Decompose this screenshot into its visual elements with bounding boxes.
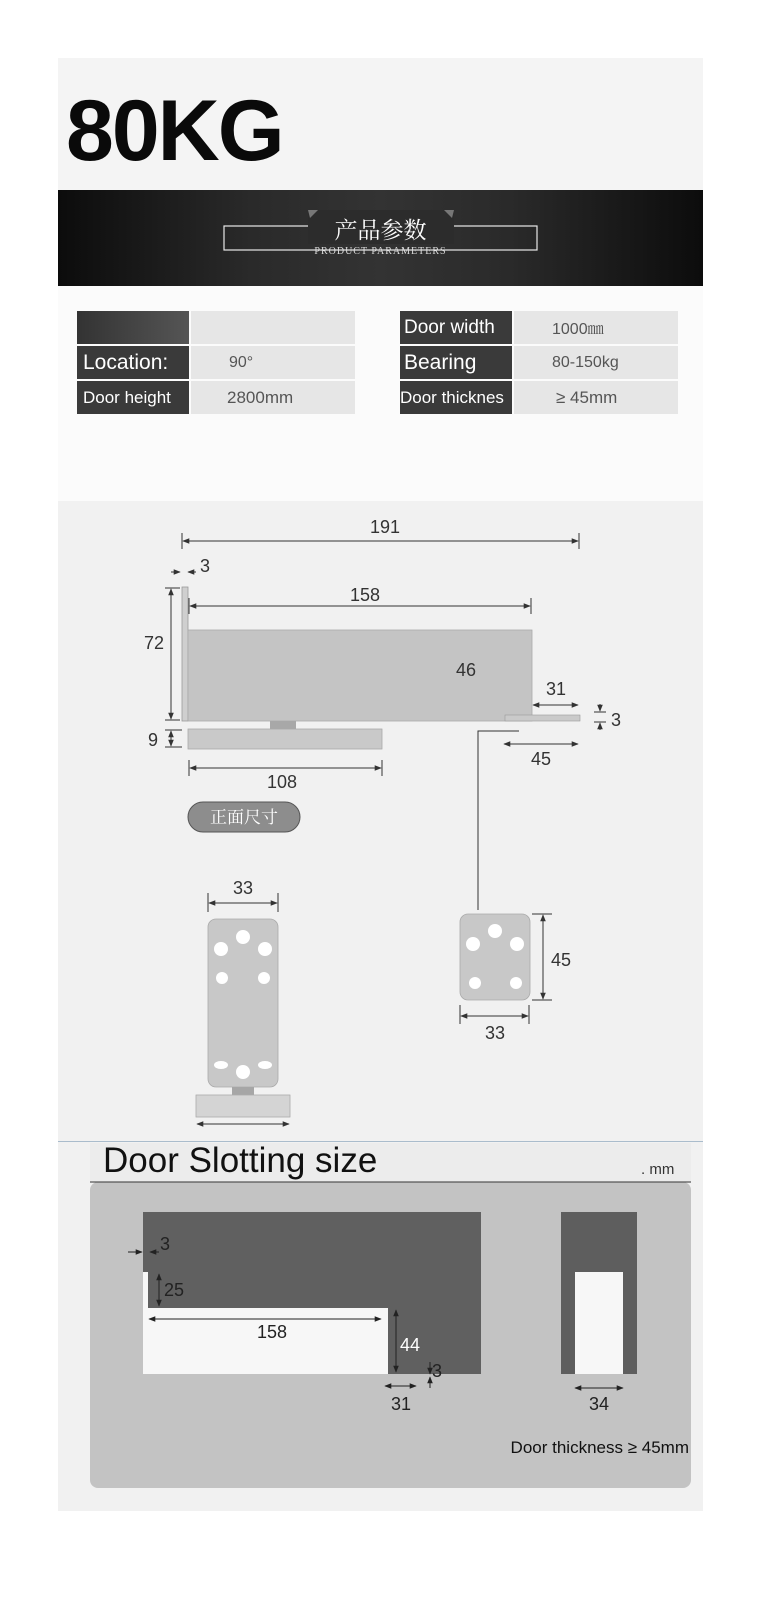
params-left-label-0 xyxy=(77,311,189,344)
door-thickness-note: Door thickness ≥ 45mm xyxy=(510,1438,689,1457)
params-left-value-1: 90° xyxy=(191,346,355,379)
dim-base-height: 9 xyxy=(148,730,159,750)
base-plate xyxy=(188,729,382,749)
pivot xyxy=(270,721,296,729)
front-view-tag-text: 正面尺寸 xyxy=(210,808,278,827)
params-right-value-1: 80-150kg xyxy=(514,346,678,379)
dim-arm-thickness: 3 xyxy=(611,710,622,730)
params-right-label-2: Door thicknes xyxy=(400,381,512,414)
params-right-value-2: ≥ 45mm xyxy=(514,381,678,414)
mounting-plate xyxy=(182,587,188,721)
dim-base-length: 108 xyxy=(266,772,298,792)
params-left-value-2: 2800mm xyxy=(191,381,355,414)
slot-dim-step-width: 31 xyxy=(390,1394,412,1414)
parameters-banner xyxy=(58,190,703,286)
dim-arm-length: 31 xyxy=(546,679,567,699)
dimension-diagram-section xyxy=(58,501,703,1141)
params-left-value-0 xyxy=(191,311,355,344)
params-left-label-2: Door height xyxy=(77,381,189,414)
slot-dim-width: 34 xyxy=(588,1394,610,1414)
dim-side-width: 33 xyxy=(232,878,254,898)
slot-dim-edge: 3 xyxy=(160,1234,171,1254)
banner-title-cn: 产品参数 xyxy=(334,218,427,244)
slotting-title: Door Slotting size xyxy=(103,1141,378,1180)
dim-bracket-width: 33 xyxy=(484,1023,506,1043)
slot-dim-depth: 25 xyxy=(164,1280,185,1300)
slot-dim-step-height: 44 xyxy=(400,1335,421,1355)
dim-body-height: 46 xyxy=(456,660,477,680)
dimension-diagram xyxy=(58,501,703,1141)
product-title: 80KG xyxy=(66,83,283,179)
slotting-unit: . mm xyxy=(641,1161,675,1178)
dim-body-length: 158 xyxy=(349,585,381,605)
dim-total-length: 191 xyxy=(369,517,401,537)
dim-height: 72 xyxy=(144,633,165,653)
banner-title-en: PRODUCT PARAMETERS xyxy=(314,246,447,257)
params-right-label-0: Door width xyxy=(400,311,512,344)
params-right-label-1: Bearing xyxy=(400,346,512,379)
slot-dim-length: 158 xyxy=(256,1322,288,1342)
params-right-value-0: 1000㎜ xyxy=(514,311,678,344)
closer-body xyxy=(188,630,532,721)
dim-plate-thickness: 3 xyxy=(200,556,211,576)
dim-bracket-height: 45 xyxy=(551,950,572,970)
params-left-label-1: Location: xyxy=(77,346,189,379)
slot-dim-step-small: 3 xyxy=(432,1361,443,1381)
parameters-section xyxy=(58,286,703,501)
dim-arm-offset: 45 xyxy=(530,749,552,769)
slotting-diagram xyxy=(58,1141,703,1511)
door-slotting-section xyxy=(58,1141,703,1511)
arm-plate xyxy=(505,715,580,721)
side-view-base xyxy=(196,1095,290,1117)
